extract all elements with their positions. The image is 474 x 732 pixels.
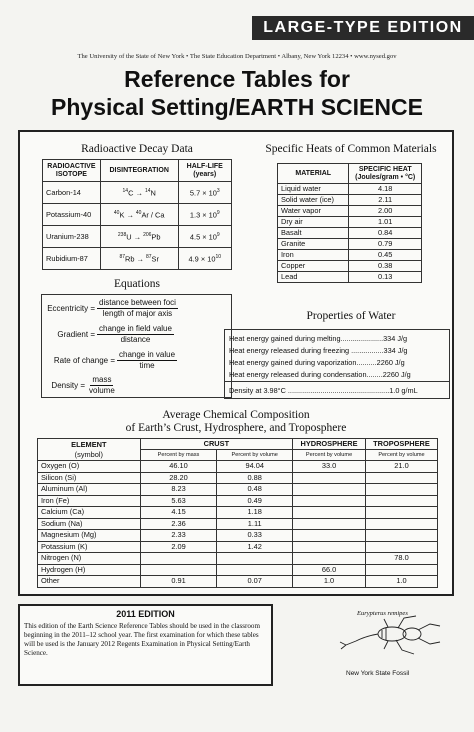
decay-disintegration: $^{238}$U → $^{206}$Pb bbox=[100, 226, 178, 248]
percent-cell bbox=[217, 553, 293, 565]
percent-cell: 28.20 bbox=[140, 472, 217, 484]
element-cell: Iron (Fe) bbox=[38, 495, 141, 507]
water-title: Properties of Water bbox=[306, 310, 396, 322]
percent-cell bbox=[140, 564, 217, 576]
equation-lhs: Rate of change = bbox=[53, 356, 115, 365]
edition-notice-box bbox=[18, 604, 273, 686]
percent-cell: 94.04 bbox=[217, 461, 293, 473]
decay-isotope: Potassium-40 bbox=[43, 204, 101, 226]
decay-header-isotope: RADIOACTIVE ISOTOPE bbox=[43, 160, 101, 182]
heats-table bbox=[277, 163, 422, 283]
composition-title-line1: Average Chemical Composition bbox=[162, 409, 310, 421]
specific-heat: 1.01 bbox=[349, 217, 422, 228]
percent-cell: 2.33 bbox=[140, 530, 217, 542]
composition-header-troposphere: TROPOSPHERE bbox=[366, 439, 438, 450]
equation-rate-of-change bbox=[42, 350, 177, 371]
table-row bbox=[278, 217, 422, 228]
element-cell: Aluminum (Al) bbox=[38, 484, 141, 496]
water-property: Heat energy released during condensation........2260 J/g bbox=[229, 370, 411, 379]
composition-header-hydrosphere: HYDROSPHERE bbox=[293, 439, 366, 450]
percent-cell bbox=[366, 541, 438, 553]
percent-cell: 1.0 bbox=[293, 576, 366, 588]
edition-banner: LARGE-TYPE EDITION bbox=[252, 16, 474, 40]
specific-heat: 0.13 bbox=[349, 272, 422, 283]
table-row bbox=[38, 530, 438, 542]
edition-text: This edition of the Earth Science Reference Tables should be used in the classroom beginning in the 2011–12 school year. The first examination for which these tables will be used is the January 2012 Regents Examination in Physical Setting/Earth Science. bbox=[24, 622, 260, 657]
percent-cell bbox=[366, 495, 438, 507]
element-cell: Other bbox=[38, 576, 141, 588]
specific-heat: 2.11 bbox=[349, 195, 422, 206]
material: Granite bbox=[278, 239, 349, 250]
decay-disintegration: $^{87}$Rb → $^{87}$Sr bbox=[100, 248, 178, 270]
percent-cell: 4.15 bbox=[140, 507, 217, 519]
reference-tables-frame bbox=[18, 130, 454, 596]
equation-denominator: length of major axis bbox=[102, 309, 173, 318]
equation-numerator: change in value bbox=[119, 350, 176, 359]
element-cell: Oxygen (O) bbox=[38, 461, 141, 473]
decay-title: Radioactive Decay Data bbox=[81, 143, 193, 155]
element-cell: Magnesium (Mg) bbox=[38, 530, 141, 542]
decay-half-life: $4.9 \times 10^{10}$ bbox=[178, 248, 231, 270]
table-row bbox=[38, 472, 438, 484]
water-property: Heat energy gained during vaporization..........2260 J/g bbox=[229, 358, 405, 367]
equation-eccentricity bbox=[42, 298, 178, 319]
equation-density bbox=[42, 375, 117, 396]
edition-heading: 2011 EDITION bbox=[116, 609, 175, 619]
composition-header-crust: CRUST bbox=[140, 439, 292, 450]
decay-header-half-life: HALF-LIFE (years) bbox=[178, 160, 231, 182]
eurypterus-fossil-icon bbox=[332, 614, 456, 670]
table-row bbox=[38, 553, 438, 565]
element-cell: Potassium (K) bbox=[38, 541, 141, 553]
heats-header-material: MATERIAL bbox=[278, 164, 349, 184]
percent-cell bbox=[366, 518, 438, 530]
percent-cell: 66.0 bbox=[293, 564, 366, 576]
table-row bbox=[278, 239, 422, 250]
equation-numerator: distance between foci bbox=[99, 298, 176, 307]
percent-cell bbox=[217, 564, 293, 576]
water-property: Heat energy released during freezing ................334 J/g bbox=[229, 346, 408, 355]
percent-cell: 1.42 bbox=[217, 541, 293, 553]
composition-subheader: Percent by volume bbox=[366, 450, 438, 461]
table-row bbox=[278, 272, 422, 283]
element-cell: Nitrogen (N) bbox=[38, 553, 141, 565]
percent-cell bbox=[366, 530, 438, 542]
table-row bbox=[38, 541, 438, 553]
percent-cell: 0.49 bbox=[217, 495, 293, 507]
composition-subheader: Percent by volume bbox=[217, 450, 293, 461]
percent-cell bbox=[293, 484, 366, 496]
table-row bbox=[278, 206, 422, 217]
table-row bbox=[38, 564, 438, 576]
equation-denominator: time bbox=[139, 361, 155, 370]
percent-cell: 0.33 bbox=[217, 530, 293, 542]
decay-header-disintegration: DISINTEGRATION bbox=[100, 160, 178, 182]
page-title-line2: Physical Setting/EARTH SCIENCE bbox=[51, 94, 423, 120]
percent-cell: 8.23 bbox=[140, 484, 217, 496]
decay-isotope: Rubidium-87 bbox=[43, 248, 101, 270]
composition-subheader: Percent by mass bbox=[140, 450, 217, 461]
specific-heat: 0.38 bbox=[349, 261, 422, 272]
percent-cell: 0.48 bbox=[217, 484, 293, 496]
equations-box bbox=[41, 294, 232, 398]
percent-cell: 33.0 bbox=[293, 461, 366, 473]
material: Dry air bbox=[278, 217, 349, 228]
water-density: Density at 3.98°C ..................................................1.0 g/mL bbox=[229, 386, 418, 395]
equation-numerator: mass bbox=[92, 375, 112, 384]
equation-denominator: volume bbox=[89, 386, 115, 395]
table-row bbox=[38, 484, 438, 496]
heats-header-specific-heat: SPECIFIC HEAT (Joules/gram • °C) bbox=[349, 164, 422, 184]
fossil-label: New York State Fossil bbox=[346, 670, 410, 677]
table-row bbox=[43, 226, 232, 248]
table-row bbox=[38, 507, 438, 519]
percent-cell bbox=[293, 495, 366, 507]
percent-cell: 2.09 bbox=[140, 541, 217, 553]
percent-cell bbox=[140, 553, 217, 565]
page-title-line1: Reference Tables for bbox=[124, 66, 350, 92]
element-cell: Silicon (Si) bbox=[38, 472, 141, 484]
percent-cell: 2.36 bbox=[140, 518, 217, 530]
decay-isotope: Carbon-14 bbox=[43, 182, 101, 204]
percent-cell bbox=[293, 553, 366, 565]
table-row bbox=[278, 195, 422, 206]
percent-cell bbox=[366, 484, 438, 496]
specific-heat: 2.00 bbox=[349, 206, 422, 217]
composition-subheader: Percent by volume bbox=[293, 450, 366, 461]
percent-cell bbox=[293, 507, 366, 519]
decay-table bbox=[42, 159, 232, 270]
composition-title-line2: of Earth’s Crust, Hydrosphere, and Troposphere bbox=[125, 422, 347, 434]
percent-cell: 46.10 bbox=[140, 461, 217, 473]
water-property: Heat energy gained during melting.....................334 J/g bbox=[229, 334, 408, 343]
publisher-line: The University of the State of New York • The State Education Department • Albany, New York 12234 • www.nysed.gov bbox=[77, 53, 397, 60]
percent-cell: 1.0 bbox=[366, 576, 438, 588]
table-row bbox=[43, 204, 232, 226]
percent-cell: 0.07 bbox=[217, 576, 293, 588]
percent-cell bbox=[293, 541, 366, 553]
equation-lhs: Eccentricity = bbox=[47, 304, 95, 313]
element-cell: Hydrogen (H) bbox=[38, 564, 141, 576]
percent-cell: 1.11 bbox=[217, 518, 293, 530]
percent-cell: 21.0 bbox=[366, 461, 438, 473]
material: Copper bbox=[278, 261, 349, 272]
composition-header-element: ELEMENT (symbol) bbox=[38, 439, 141, 461]
composition-table bbox=[37, 438, 438, 588]
equation-gradient bbox=[42, 324, 174, 345]
element-cell: Calcium (Ca) bbox=[38, 507, 141, 519]
decay-half-life: $5.7 \times 10^3$ bbox=[178, 182, 231, 204]
fossil-name: Eurypterus remipes bbox=[357, 610, 408, 617]
decay-half-life: $1.3 \times 10^9$ bbox=[178, 204, 231, 226]
water-properties-box bbox=[224, 329, 450, 399]
divider bbox=[225, 381, 449, 382]
specific-heat: 4.18 bbox=[349, 184, 422, 195]
material: Water vapor bbox=[278, 206, 349, 217]
table-row bbox=[43, 182, 232, 204]
equations-title: Equations bbox=[114, 278, 160, 290]
percent-cell bbox=[293, 530, 366, 542]
table-row bbox=[38, 495, 438, 507]
table-row bbox=[278, 228, 422, 239]
specific-heat: 0.84 bbox=[349, 228, 422, 239]
heats-title: Specific Heats of Common Materials bbox=[265, 143, 437, 155]
material: Basalt bbox=[278, 228, 349, 239]
decay-disintegration: $^{40}$K → $^{40}$Ar / Ca bbox=[100, 204, 178, 226]
equation-numerator: change in field value bbox=[99, 324, 172, 333]
percent-cell bbox=[293, 472, 366, 484]
material: Liquid water bbox=[278, 184, 349, 195]
decay-half-life: $4.5 \times 10^9$ bbox=[178, 226, 231, 248]
table-row bbox=[278, 250, 422, 261]
element-cell: Sodium (Na) bbox=[38, 518, 141, 530]
percent-cell: 78.0 bbox=[366, 553, 438, 565]
table-row bbox=[38, 518, 438, 530]
table-row bbox=[38, 461, 438, 473]
percent-cell bbox=[366, 507, 438, 519]
percent-cell: 0.88 bbox=[217, 472, 293, 484]
decay-isotope: Uranium-238 bbox=[43, 226, 101, 248]
material: Solid water (ice) bbox=[278, 195, 349, 206]
specific-heat: 0.45 bbox=[349, 250, 422, 261]
percent-cell: 5.63 bbox=[140, 495, 217, 507]
specific-heat: 0.79 bbox=[349, 239, 422, 250]
decay-disintegration: $^{14}$C → $^{14}$N bbox=[100, 182, 178, 204]
equation-lhs: Density = bbox=[51, 381, 85, 390]
table-row bbox=[43, 248, 232, 270]
percent-cell: 1.18 bbox=[217, 507, 293, 519]
percent-cell: 0.91 bbox=[140, 576, 217, 588]
material: Lead bbox=[278, 272, 349, 283]
equation-denominator: distance bbox=[120, 335, 151, 344]
percent-cell bbox=[293, 518, 366, 530]
material: Iron bbox=[278, 250, 349, 261]
percent-cell bbox=[366, 564, 438, 576]
table-row bbox=[278, 184, 422, 195]
percent-cell bbox=[366, 472, 438, 484]
table-row bbox=[38, 576, 438, 588]
table-row bbox=[278, 261, 422, 272]
equation-lhs: Gradient = bbox=[57, 330, 95, 339]
